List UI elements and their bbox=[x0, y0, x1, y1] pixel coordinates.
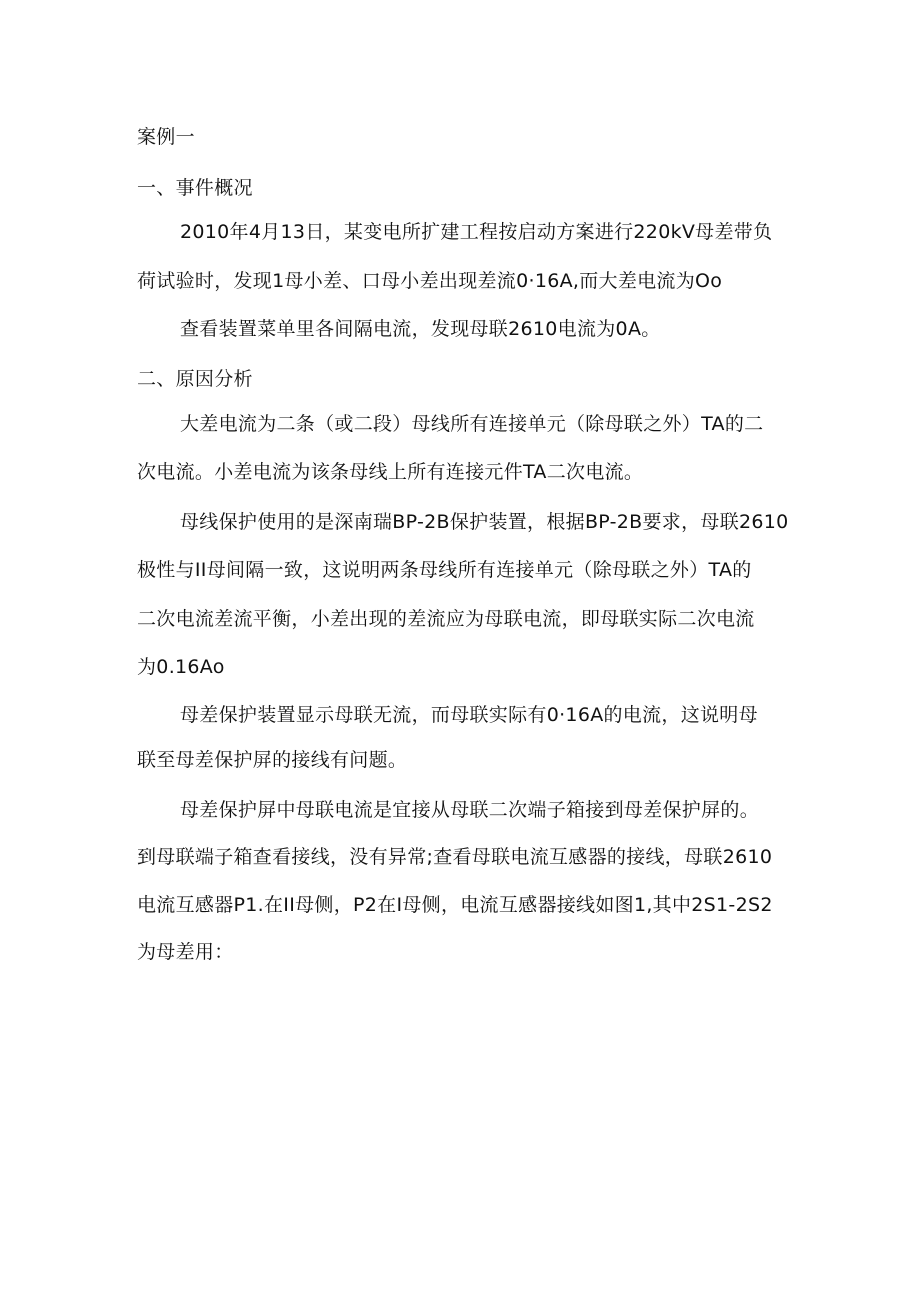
paragraph-line: 次电流。小差电流为该条母线上所有连接元件TA二次电流。 bbox=[137, 461, 644, 483]
paragraph-line: 2010年4月13日，某变电所扩建工程按启动方案进行220kV母差带负 bbox=[180, 221, 773, 243]
section-heading-event-overview: 一、事件概况 bbox=[137, 177, 253, 199]
paragraph-line: 荷试验时，发现1母小差、口母小差出现差流0·16A,而大差电流为Oo bbox=[137, 270, 723, 292]
paragraph-line: 为母差用： bbox=[137, 941, 234, 963]
paragraph-line: 极性与II母间隔一致，这说明两条母线所有连接单元（除母联之外）TA的 bbox=[137, 559, 752, 581]
paragraph-line: 为0.16Ao bbox=[137, 656, 225, 678]
paragraph-line: 大差电流为二条（或二段）母线所有连接单元（除母联之外）TA的二 bbox=[180, 413, 764, 435]
paragraph-line: 到母联端子箱查看接线，没有异常;查看母联电流互感器的接线，母联2610 bbox=[137, 846, 773, 868]
paragraph-line: 查看装置菜单里各间隔电流，发现母联2610电流为0A。 bbox=[180, 318, 661, 340]
paragraph-line: 电流互感器P1.在II母侧，P2在I母侧，电流互感器接线如图1,其中2S1-2S2 bbox=[137, 894, 773, 916]
paragraph-line: 母差保护装置显示母联无流，而母联实际有0·16A的电流，这说明母 bbox=[180, 704, 758, 726]
section-heading-cause-analysis: 二、原因分析 bbox=[137, 368, 253, 390]
paragraph-line: 联至母差保护屏的接线有问题。 bbox=[137, 749, 408, 771]
paragraph-line: 母线保护使用的是深南瑞BP-2B保护装置，根据BP-2B要求，母联2610 bbox=[180, 511, 789, 533]
paragraph-line: 母差保护屏中母联电流是宜接从母联二次端子箱接到母差保护屏的。 bbox=[180, 799, 760, 821]
paragraph-line: 二次电流差流平衡，小差出现的差流应为母联电流，即母联实际二次电流 bbox=[137, 608, 755, 630]
case-title: 案例一 bbox=[137, 126, 195, 148]
